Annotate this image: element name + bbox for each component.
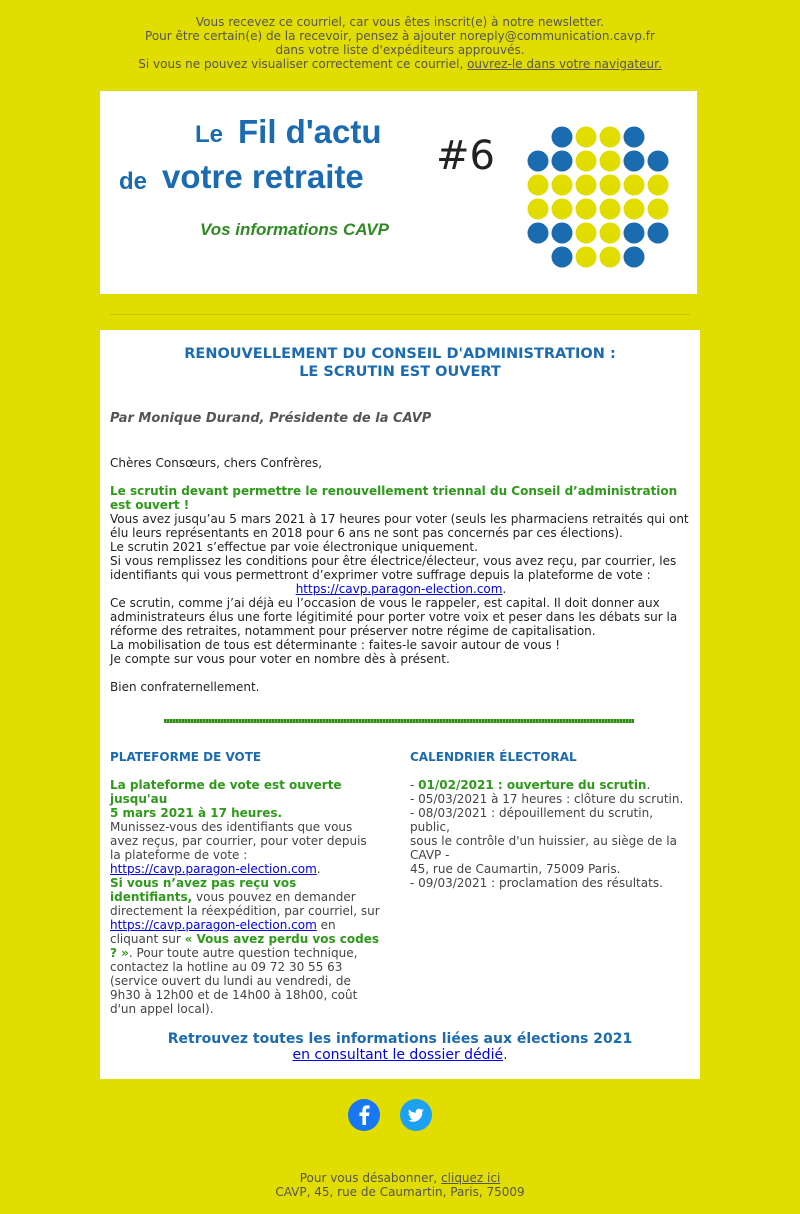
footer-address: CAVP, 45, rue de Caumartin, Paris, 75009 bbox=[275, 1185, 525, 1199]
facebook-icon[interactable] bbox=[348, 1099, 380, 1135]
twitter-icon[interactable] bbox=[400, 1099, 432, 1135]
footer bbox=[0, 1171, 800, 1199]
logo-dot bbox=[552, 151, 573, 172]
banner-de: de bbox=[119, 168, 148, 195]
article-card bbox=[100, 330, 700, 1079]
logo-dot bbox=[552, 175, 573, 196]
logo-dot bbox=[552, 199, 573, 220]
dossier-link[interactable]: en consultant le dossier dédié bbox=[292, 1047, 504, 1063]
title-line: RENOUVELLEMENT DU CONSEIL D'ADMINISTRATION : bbox=[184, 346, 616, 362]
logo-dot bbox=[576, 127, 597, 148]
cta-text: Retrouvez toutes les informations liées aux élections 2021 bbox=[167, 1031, 633, 1047]
issue-number: #6 bbox=[436, 133, 495, 179]
logo-dot bbox=[576, 151, 597, 172]
logo-dot bbox=[600, 175, 621, 196]
paragraph: La mobilisation de tous est déterminante : faites-le savoir autour de vous ! bbox=[110, 638, 561, 652]
logo-dot bbox=[552, 127, 573, 148]
logo-dot bbox=[576, 175, 597, 196]
banner-subtitle: Vos informations CAVP bbox=[200, 220, 389, 239]
logo-dot bbox=[528, 151, 549, 172]
preheader-line bbox=[0, 57, 800, 71]
open-in-browser-link[interactable]: ouvrez-le dans votre navigateur. bbox=[467, 57, 662, 71]
logo-dot bbox=[624, 199, 645, 220]
unsubscribe-line bbox=[0, 1171, 800, 1185]
article-title bbox=[100, 345, 700, 381]
paragraph: Le scrutin 2021 s’effectue par voie électronique uniquement. bbox=[110, 540, 478, 554]
closing: Bien confraternellement. bbox=[110, 680, 260, 694]
byline: Par Monique Durand, Présidente de la CAVP bbox=[110, 411, 432, 426]
logo-dot bbox=[648, 223, 669, 244]
calendar-heading: CALENDRIER ÉLECTORAL bbox=[410, 750, 577, 764]
logo-dot bbox=[624, 175, 645, 196]
platform-open-line: La plateforme de vote est ouverte jusqu'au bbox=[110, 778, 342, 806]
paragraph: Si vous remplissez les conditions pour être électrice/électeur, vous avez reçu, par courrier, les identifiants qui vous permettront d’exprimer votre suffrage depuis la plateforme de vote : bbox=[110, 554, 677, 582]
paragraph: Ce scrutin, comme j’ai déjà eu l’occasion de vous le rappeler, est capital. Il doit donner aux administrateurs élus une forte légitimité pour porter votre voix et peser dans les débats sur la réforme des retraites, notamment pour préserver notre régime de capitalisation. bbox=[110, 596, 678, 638]
platform-open-date: 5 mars 2021 à 17 heures. bbox=[110, 806, 283, 820]
unsubscribe-link[interactable]: cliquez ici bbox=[441, 1171, 501, 1185]
calendar-item: sous le contrôle d'un huissier, au siège de la CAVP - bbox=[410, 834, 677, 862]
logo-dot bbox=[552, 247, 573, 268]
lost-codes-label: « Vous avez perdu vos codes ? » bbox=[110, 932, 380, 960]
paragraph: Je compte sur vous pour voter en nombre dès à présent. bbox=[110, 652, 450, 666]
lost-ids-text: en cliquant sur bbox=[110, 918, 336, 946]
platform-lost-ids bbox=[110, 876, 380, 1016]
logo-dot bbox=[552, 223, 573, 244]
social-links bbox=[348, 1099, 448, 1131]
calendar-item: - 09/03/2021 : proclamation des résultats. bbox=[410, 876, 663, 890]
platform-link[interactable]: https://cavp.paragon-election.com bbox=[110, 862, 317, 876]
vote-platform-link[interactable]: https://cavp.paragon-election.com bbox=[295, 582, 503, 596]
platform-heading: PLATEFORME DE VOTE bbox=[110, 750, 262, 764]
logo-dot bbox=[576, 199, 597, 220]
calendar-item: - 05/03/2021 à 17 heures : clôture du scrutin. bbox=[410, 792, 684, 806]
logo-dot bbox=[624, 127, 645, 148]
paragraph: Vous avez jusqu’au 5 mars 2021 à 17 heures pour voter (seuls les pharmaciens retraités qui ont élu leurs représentants en 2018 pour 6 ans ne sont pas concernés par ces élections). bbox=[110, 512, 689, 540]
logo-dot bbox=[624, 247, 645, 268]
calendar-item-bold: 01/02/2021 : ouverture du scrutin bbox=[418, 778, 647, 792]
logo-dot bbox=[624, 151, 645, 172]
logo-dot bbox=[528, 223, 549, 244]
article-body bbox=[110, 456, 692, 694]
preheader-line: Pour être certain(e) de la recevoir, pensez à ajouter noreply@communication.cavp.fr bbox=[145, 29, 655, 43]
green-separator bbox=[164, 719, 634, 723]
cta-block bbox=[100, 1031, 700, 1063]
preheader-line: dans votre liste d'expéditeurs approuvés. bbox=[275, 43, 525, 57]
logo-dot bbox=[600, 199, 621, 220]
unsubscribe-text: Pour vous désabonner, bbox=[299, 1171, 442, 1185]
title-line: LE SCRUTIN EST OUVERT bbox=[299, 364, 501, 380]
platform-column bbox=[110, 750, 380, 1016]
lost-ids-text: vous pouvez en demander directement la réexpédition, par courriel, sur bbox=[110, 890, 380, 918]
platform-text-part: Munissez-vous des identifiants que vous avez reçus, par courrier, pour voter depuis la plateforme de vote : bbox=[110, 820, 367, 862]
calendar-item: - 01/02/2021 : ouverture du scrutin. bbox=[410, 778, 651, 792]
banner-votre-retraite: votre retraite bbox=[162, 158, 364, 195]
logo-dot bbox=[600, 151, 621, 172]
banner-le: Le bbox=[195, 121, 224, 148]
preheader-line: Vous recevez ce courriel, car vous êtes inscrit(e) à notre newsletter. bbox=[195, 15, 605, 29]
vote-link-line: https://cavp.paragon-election.com. bbox=[295, 582, 507, 596]
logo-dot bbox=[600, 127, 621, 148]
lead-paragraph: Le scrutin devant permettre le renouvellement triennal du Conseil d’administration est ouvert ! bbox=[110, 484, 678, 512]
preheader bbox=[0, 0, 800, 71]
calendar-item: 45, rue de Caumartin, 75009 Paris. bbox=[410, 862, 621, 876]
banner-fil-dactu: Fil d'actu bbox=[238, 113, 382, 150]
calendar-item: - 08/03/2021 : dépouillement du scrutin, public, bbox=[410, 806, 654, 834]
logo-dot bbox=[624, 223, 645, 244]
lost-ids-bold: Si vous n’avez pas reçu vos identifiants, bbox=[110, 876, 297, 904]
logo-dot bbox=[648, 175, 669, 196]
logo-dot bbox=[528, 175, 549, 196]
greeting: Chères Consœurs, chers Confrères, bbox=[110, 456, 323, 470]
logo-dot bbox=[648, 151, 669, 172]
dots-logo-icon bbox=[525, 124, 675, 269]
logo-dot bbox=[600, 247, 621, 268]
logo-dot bbox=[576, 247, 597, 268]
logo-dot bbox=[528, 199, 549, 220]
newsletter-banner bbox=[100, 91, 697, 294]
calendar-column bbox=[410, 750, 690, 890]
reissue-link[interactable]: https://cavp.paragon-election.com bbox=[110, 918, 317, 932]
platform-text: Munissez-vous des identifiants que vous avez reçus, par courrier, pour voter depuis la plateforme de vote : https://cavp.paragon-election.com. bbox=[110, 820, 367, 876]
cta-link-line: en consultant le dossier dédié. bbox=[292, 1047, 508, 1063]
preheader-text: Si vous ne pouvez visualiser correctement ce courriel, bbox=[138, 57, 468, 71]
hotline-text: . Pour toute autre question technique, contactez la hotline au 09 72 30 55 63 (service ouvert du lundi au vendredi, de 9h30 à 12h00 et de 14h00 à 18h00, coût d'un appel local). bbox=[110, 946, 358, 1016]
logo-dot bbox=[648, 199, 669, 220]
divider bbox=[110, 314, 690, 315]
logo-dot bbox=[600, 223, 621, 244]
logo-dot bbox=[576, 223, 597, 244]
